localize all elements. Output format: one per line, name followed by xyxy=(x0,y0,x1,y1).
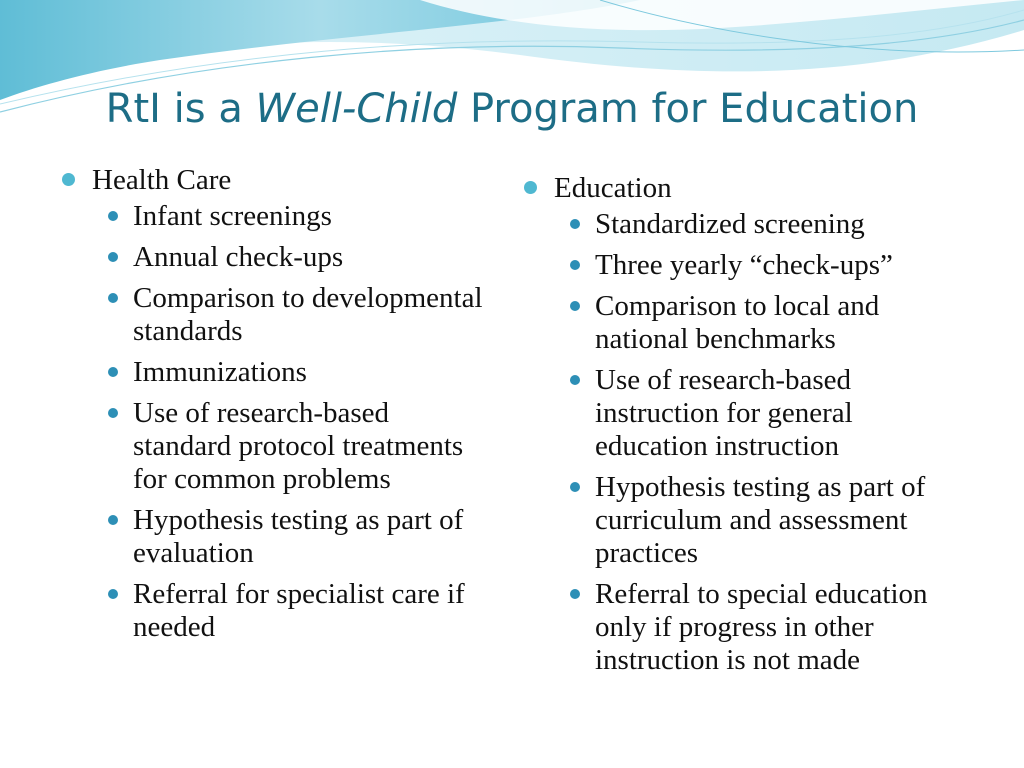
list-item xyxy=(554,290,967,356)
bullet-icon xyxy=(524,181,537,194)
bullet-icon xyxy=(108,211,118,221)
bullet-icon xyxy=(108,589,118,599)
bullet-icon xyxy=(108,408,118,418)
education-heading-item xyxy=(522,170,967,677)
health-care-heading: Health Care xyxy=(92,164,232,196)
list-item xyxy=(554,208,967,241)
bullet-icon xyxy=(570,219,580,229)
title-emphasis: Well-Child xyxy=(255,86,458,132)
bullet-icon xyxy=(570,589,580,599)
list-item xyxy=(92,282,490,348)
list-item xyxy=(92,504,490,570)
list-item-text: Comparison to local and national benchmarks xyxy=(595,290,880,355)
bullet-icon xyxy=(108,293,118,303)
list-item xyxy=(92,578,490,644)
list-item-text: Infant screenings xyxy=(133,200,332,232)
list-item xyxy=(554,471,967,570)
health-care-list xyxy=(92,200,490,644)
education-column xyxy=(522,170,967,685)
title-part-1: RtI is a xyxy=(105,86,256,132)
list-item-text: Referral for specialist care if needed xyxy=(133,578,465,643)
bullet-icon xyxy=(108,252,118,262)
list-item-text: Use of research-based standard protocol treatments for common problems xyxy=(133,397,464,495)
education-list xyxy=(554,208,967,677)
list-item xyxy=(92,397,490,496)
list-item-text: Referral to special education only if progress in other instruction is not made xyxy=(595,578,928,676)
list-item xyxy=(554,249,967,282)
list-item xyxy=(554,578,967,677)
bullet-icon xyxy=(108,367,118,377)
list-item-text: Use of research-based instruction for general education instruction xyxy=(595,364,853,462)
list-item xyxy=(92,241,490,274)
health-care-column xyxy=(60,162,490,652)
title-part-2: Program for Education xyxy=(457,86,919,132)
bullet-icon xyxy=(570,482,580,492)
slide-title xyxy=(0,86,1024,132)
list-item-text: Three yearly “check-ups” xyxy=(595,249,893,281)
bullet-icon xyxy=(570,375,580,385)
bullet-icon xyxy=(570,260,580,270)
list-item-text: Comparison to developmental standards xyxy=(133,282,483,347)
list-item xyxy=(554,364,967,463)
list-item-text: Hypothesis testing as part of curriculum and assessment practices xyxy=(595,471,926,569)
list-item-text: Annual check-ups xyxy=(133,241,344,273)
list-item xyxy=(92,200,490,233)
list-item xyxy=(92,356,490,389)
bullet-icon xyxy=(62,173,75,186)
list-item-text: Immunizations xyxy=(133,356,307,388)
bullet-icon xyxy=(570,301,580,311)
bullet-icon xyxy=(108,515,118,525)
health-care-heading-item xyxy=(60,162,490,644)
list-item-text: Standardized screening xyxy=(595,208,865,240)
education-heading: Education xyxy=(554,172,672,204)
list-item-text: Hypothesis testing as part of evaluation xyxy=(133,504,464,569)
